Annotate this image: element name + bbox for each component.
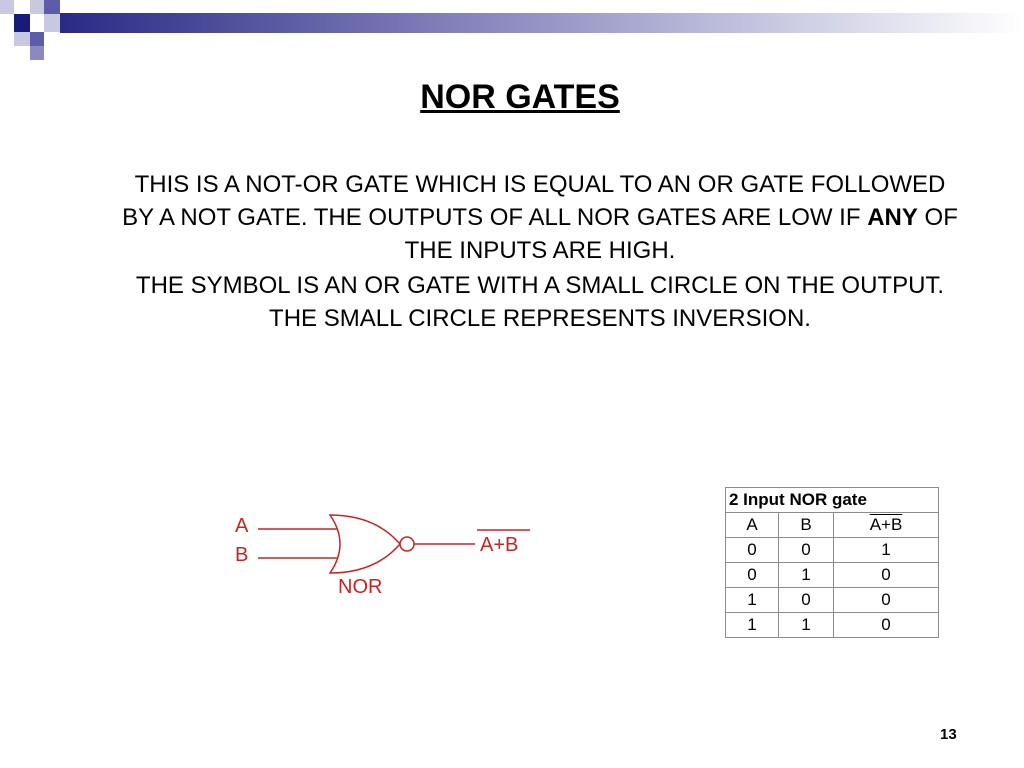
table-row — [726, 538, 939, 563]
paragraph-symbol: THE SYMBOL IS AN OR GATE WITH A SMALL CIRCLE ON THE OUTPUT. THE SMALL CIRCLE REPRESENTS INVERSION. — [135, 272, 945, 332]
table-cell: 0 — [779, 588, 834, 613]
table-cell: 0 — [726, 563, 779, 588]
gate-output-label: A+B — [480, 534, 519, 556]
table-cell: 0 — [834, 563, 939, 588]
truth-table-header-output-text: A+B — [869, 515, 903, 534]
table-row — [726, 563, 939, 588]
nor-gate-diagram — [225, 505, 545, 600]
table-cell: 1 — [779, 613, 834, 638]
slide-body — [120, 168, 960, 337]
table-cell: 1 — [834, 538, 939, 563]
table-row — [726, 613, 939, 638]
truth-table-title-row — [726, 488, 939, 513]
table-cell: 0 — [779, 538, 834, 563]
gate-body-shape — [330, 515, 400, 573]
truth-table-header-output — [834, 513, 939, 538]
gate-name-label: NOR — [338, 576, 383, 598]
truth-table-header-a: A — [726, 513, 779, 538]
paragraph-definition-text-2: OF THE INPUTS ARE HIGH. — [404, 204, 958, 264]
truth-table-title: 2 Input NOR gate — [726, 488, 939, 513]
table-cell: 1 — [726, 613, 779, 638]
truth-table-header-row — [726, 513, 939, 538]
slide-header-decoration — [0, 0, 1024, 62]
table-cell: 0 — [834, 588, 939, 613]
paragraph-definition-text-1: THIS IS A NOT-OR GATE WHICH IS EQUAL TO AN OR GATE FOLLOWED BY A NOT GATE. THE OUTPUTS OF ALL NOR GATES ARE LOW IF — [122, 171, 946, 231]
table-cell: 0 — [726, 538, 779, 563]
page-number: 13 — [940, 726, 957, 743]
table-cell: 1 — [779, 563, 834, 588]
table-row — [726, 588, 939, 613]
gate-inversion-bubble — [400, 537, 414, 551]
truth-table-header-b: B — [779, 513, 834, 538]
gate-input-b-label: B — [235, 544, 249, 566]
paragraph-definition — [120, 168, 960, 267]
truth-table — [725, 487, 939, 638]
slide-title: NOR GATES — [420, 78, 620, 116]
gate-input-a-label: A — [235, 515, 249, 537]
table-cell: 1 — [726, 588, 779, 613]
table-cell: 0 — [834, 613, 939, 638]
paragraph-definition-emphasis: ANY — [867, 204, 918, 231]
